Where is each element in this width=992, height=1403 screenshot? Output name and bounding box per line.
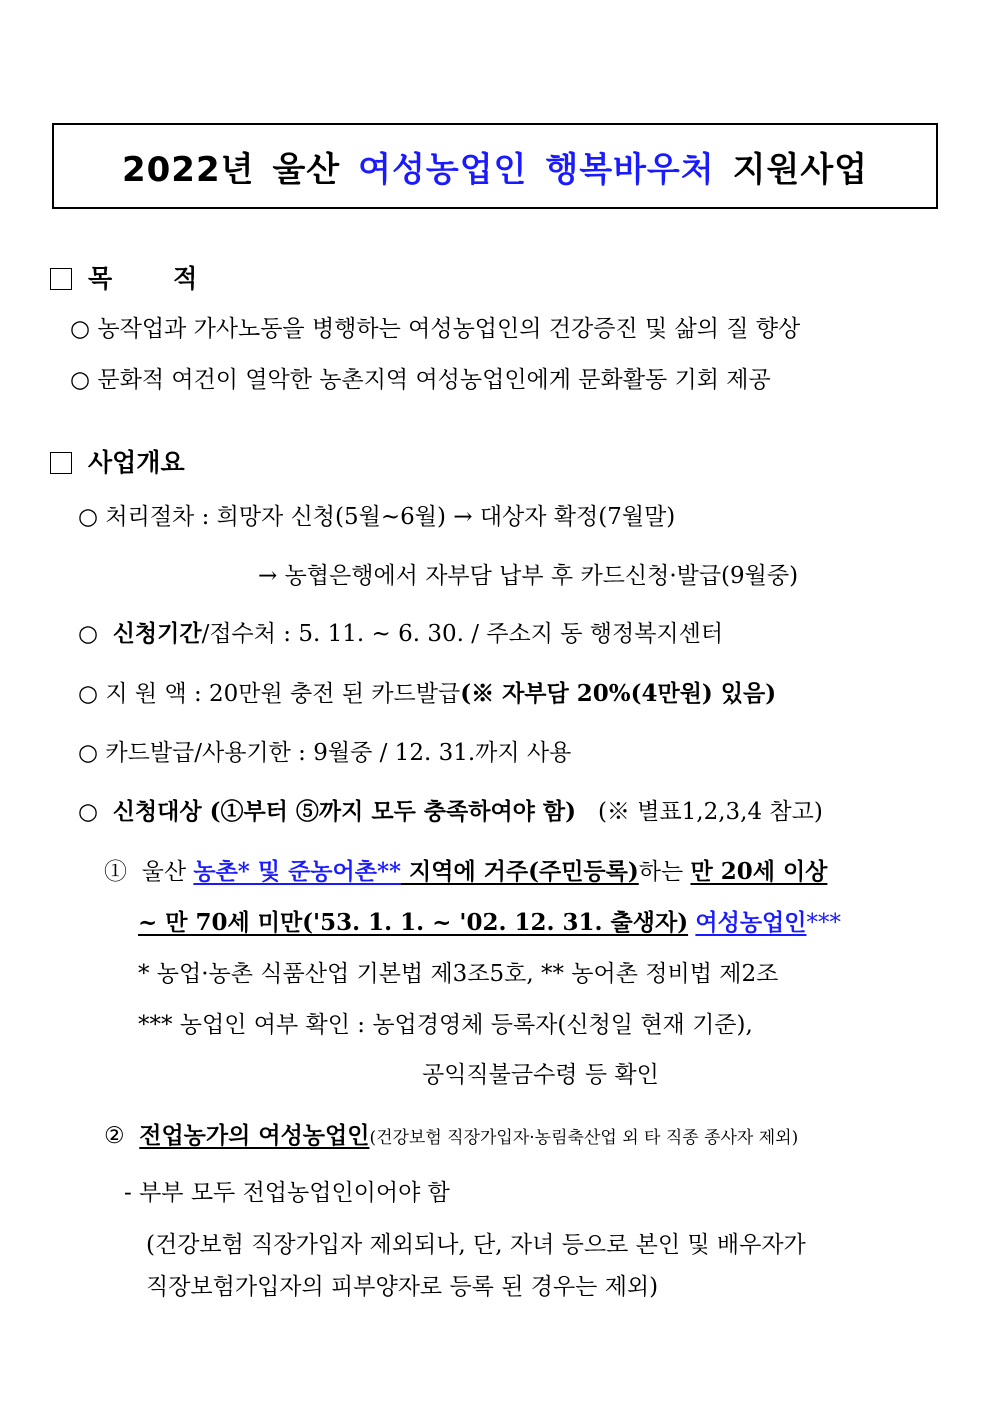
document-title — [52, 123, 938, 209]
footnote-2: *** 농업인 여부 확인 : 농업경영체 등록자(신청일 현재 기준), — [138, 1012, 753, 1038]
period-line: ○ 신청기간/접수처 : 5. 11. ~ 6. 30. / 주소지 동 행정복지센터 — [78, 620, 724, 647]
target-note: (※ 별표1,2,3,4 참고) — [597, 799, 823, 825]
criterion-1-age-min: 만 20세 이상 — [690, 858, 828, 885]
checkbox-square-icon — [50, 268, 72, 290]
title-suffix: 지원사업 — [732, 149, 869, 190]
overview-heading — [50, 448, 185, 478]
card-line: ○ 카드발급/사용기한 : 9월중 / 12. 31.까지 사용 — [78, 740, 572, 766]
checkbox-square-icon — [50, 452, 72, 474]
criterion-1-a: 울산 — [141, 859, 194, 885]
criterion-1-stars: *** — [806, 910, 841, 936]
period-label: 신청기간 — [112, 620, 202, 647]
criterion-1-residence: 지역에 거주(주민등록) — [401, 858, 639, 885]
procedure-line-1: ○ 처리절차 : 희망자 신청(5월~6월) → 대상자 확정(7월말) — [78, 504, 676, 530]
criterion-1-number: ① — [104, 859, 127, 885]
title-region: 울산 — [272, 149, 341, 190]
footnote-3: 공익직불금수령 등 확인 — [422, 1062, 659, 1088]
criterion-1-rural: 농촌* 및 준농어촌** — [193, 858, 401, 885]
purpose-item-2: ○ 문화적 여건이 열악한 농촌지역 여성농업인에게 문화활동 기회 제공 — [70, 367, 771, 393]
title-year: 2022년 — [121, 149, 255, 190]
period-rest: /접수처 : 5. 11. ~ 6. 30. / 주소지 동 행정복지센터 — [201, 621, 724, 647]
criterion-2-line — [104, 1121, 798, 1153]
criterion-1-age-range: ~ 만 70세 미만('53. 1. 1. ~ '02. 12. 31. 출생자) — [138, 909, 689, 936]
procedure-line-2: → 농협은행에서 자부담 납부 후 카드신청·발급(9월중) — [258, 563, 799, 589]
criterion-1-line-2 — [138, 908, 841, 938]
amount-bold: (※ 자부담 20%(4만원) 있음) — [460, 680, 777, 707]
criterion-1-line-1 — [104, 857, 827, 887]
title-highlight-voucher: 행복바우처 — [545, 149, 715, 190]
criterion-2-number: ② — [104, 1123, 125, 1149]
amount-prefix: ○ 지 원 액 : 20만원 충전 된 카드발급 — [78, 681, 461, 707]
sub-item-2: (건강보험 직장가입자 제외되나, 단, 자녀 등으로 본인 및 배우자가 — [146, 1232, 806, 1258]
amount-line — [78, 679, 776, 709]
purpose-item-1: ○ 농작업과 가사노동을 병행하는 여성농업인의 건강증진 및 삶의 질 향상 — [70, 316, 801, 342]
criterion-2-bold: 전업농가의 여성농업인 — [139, 1122, 370, 1149]
criterion-1-d: 하는 — [638, 859, 691, 885]
criterion-2-exclusion: (건강보험 직장가입자·농림축산업 외 타 직종 종사자 제외) — [369, 1128, 799, 1148]
purpose-heading-text: 목 적 — [88, 264, 198, 293]
title-highlight-women-farmers: 여성농업인 — [358, 149, 528, 190]
footnote-1: * 농업·농촌 식품산업 기본법 제3조5호, ** 농어촌 정비법 제2조 — [138, 961, 779, 987]
overview-heading-text: 사업개요 — [88, 448, 185, 477]
sub-item-3: 직장보험가입자의 피부양자로 등록 된 경우는 제외) — [146, 1274, 659, 1300]
target-label: 신청대상 (①부터 ⑤까지 모두 충족하여야 함) — [112, 798, 576, 825]
target-line: ○ 신청대상 (①부터 ⑤까지 모두 충족하여야 함) (※ 별표1,2,3,4 참고) — [78, 798, 823, 825]
criterion-1-women-farmers: 여성농업인 — [695, 909, 807, 936]
purpose-heading — [50, 264, 197, 294]
sub-item-1: - 부부 모두 전업농업인이어야 함 — [124, 1180, 450, 1206]
